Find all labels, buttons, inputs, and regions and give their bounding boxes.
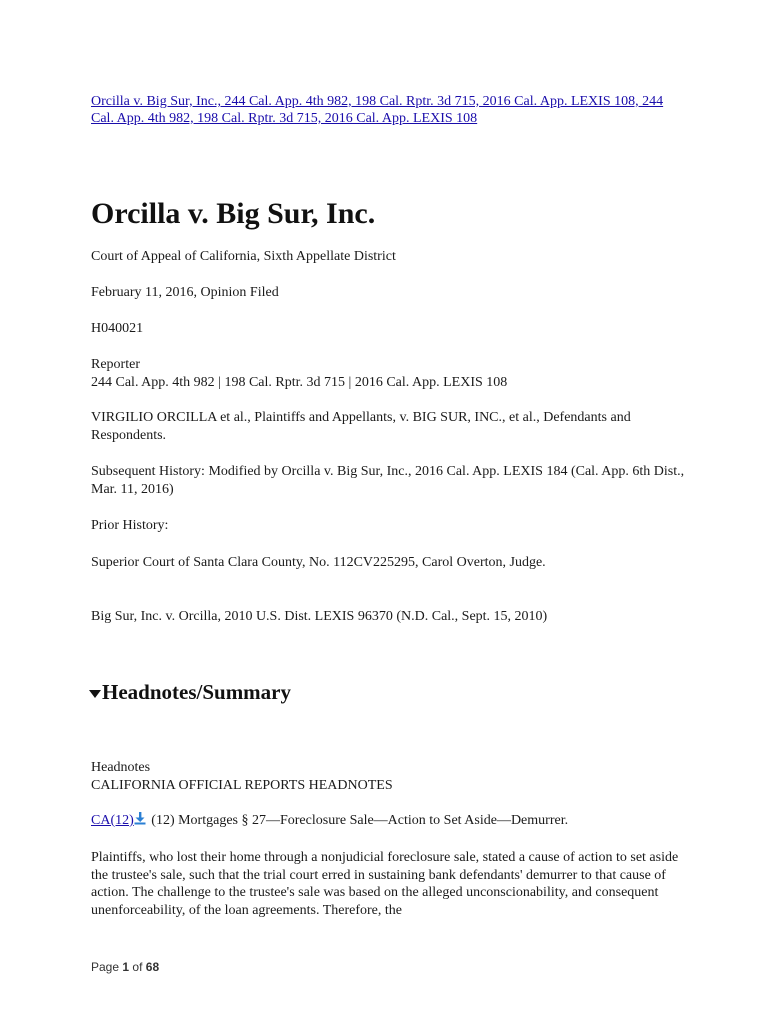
section-heading-label: Headnotes/Summary [102,680,291,704]
headnotes-label: Headnotes [91,760,151,775]
subsequent-history: Subsequent History: Modified by Orcilla v. Big Sur, Inc., 2016 Cal. App. LEXIS 184 (Cal. App. 6th Dist., Mar. 11, 2016) [91,464,685,497]
download-icon[interactable] [134,812,146,825]
reporter-block [91,356,687,391]
date-filed: February 11, 2016, Opinion Filed [91,285,279,300]
ca12-link[interactable]: CA(12) [91,813,134,828]
headnotes-sublabel: CALIFORNIA OFFICIAL REPORTS HEADNOTES [91,777,393,793]
headnotes-block [91,759,687,794]
page-footer [91,960,159,974]
headnote-text: (12) Mortgages § 27—Foreclosure Sale—Action to Set Aside—Demurrer. [147,813,569,828]
prior-history-court: Superior Court of Santa Clara County, No. 112CV225295, Carol Overton, Judge. [91,555,546,570]
prior-history-label: Prior History: [91,518,169,533]
total-pages: 68 [145,960,160,974]
parties: VIRGILIO ORCILLA et al., Plaintiffs and Appellants, v. BIG SUR, INC., et al., Defendants and Respondents. [91,410,631,443]
prior-history-federal: Big Sur, Inc. v. Orcilla, 2010 U.S. Dist. LEXIS 96370 (N.D. Cal., Sept. 15, 2010) [91,609,548,624]
page-number: 1 [122,960,130,974]
headnote-body: Plaintiffs, who lost their home through a nonjudicial foreclosure sale, stated a cause of action to set aside the trustee's sale, such that the trial court erred in sustaining bank defendants' demurrer to that cause of action. The challenge to the trustee's sale was based on the alleged unconscionability, and consequent unenforceability, of the loan agreements. Therefore, the [91,850,679,918]
of-word: of [132,960,143,974]
reporter-label: Reporter [91,357,140,372]
court-name: Court of Appeal of California, Sixth Appellate District [91,249,396,264]
citation-link[interactable]: Orcilla v. Big Sur, Inc., 244 Cal. App. 4th 982, 198 Cal. Rptr. 3d 715, 2016 Cal. App. LEXIS 108, 244 Cal. App. 4th 982, 198 Cal. Rptr. 3d 715, 2016 Cal. App. LEXIS 108 [91,94,664,126]
case-title: Orcilla v. Big Sur, Inc. [91,197,376,230]
reporter-value: 244 Cal. App. 4th 982 | 198 Cal. Rptr. 3d 715 | 2016 Cal. App. LEXIS 108 [91,374,508,390]
headnotes-summary-toggle[interactable] [89,678,291,706]
docket-number: H040021 [91,321,144,336]
headnote-entry [91,812,687,830]
page-word: Page [91,960,120,974]
caret-down-icon [89,690,101,698]
